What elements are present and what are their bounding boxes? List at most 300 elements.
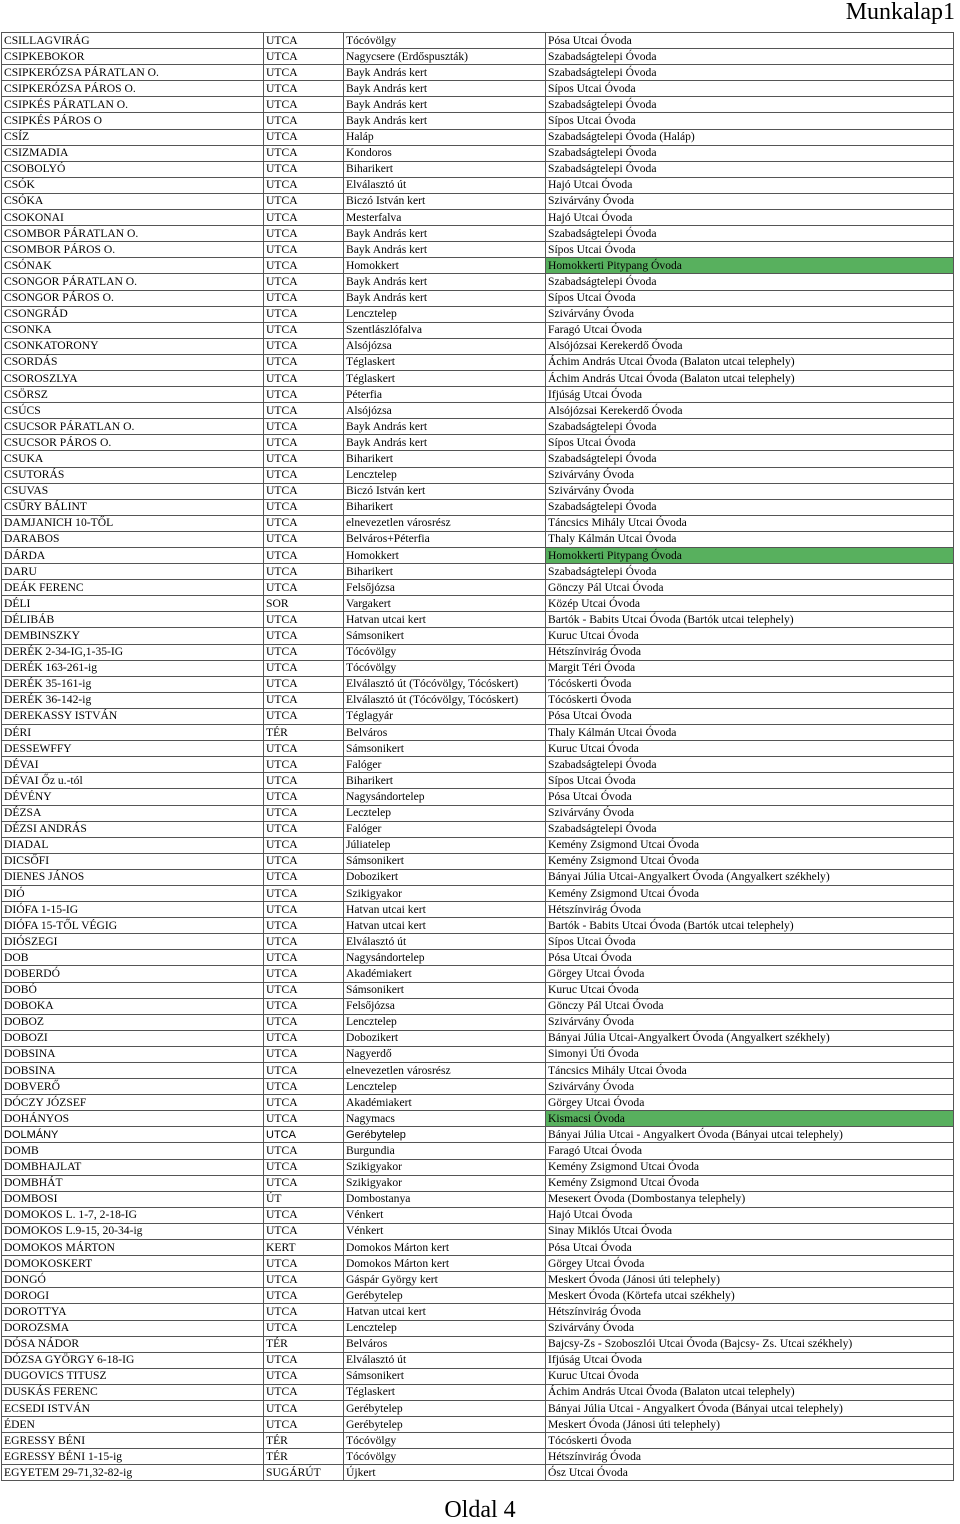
street-type-cell[interactable]: UTCA	[264, 531, 344, 547]
district-cell[interactable]: elnevezetlen városrész	[344, 1063, 546, 1079]
kindergarten-cell[interactable]: Szabadságtelepi Óvoda	[546, 226, 954, 242]
district-cell[interactable]: Bayk András kert	[344, 97, 546, 113]
kindergarten-cell[interactable]: Thaly Kálmán Utcai Óvoda	[546, 531, 954, 547]
district-cell[interactable]: Akadémiakert	[344, 1095, 546, 1111]
district-cell[interactable]: Tócóvölgy	[344, 660, 546, 676]
street-name-cell[interactable]: DOROTTYA	[2, 1304, 264, 1320]
street-name-cell[interactable]: DÓSA NÁDOR	[2, 1336, 264, 1352]
street-type-cell[interactable]: UTCA	[264, 467, 344, 483]
street-type-cell[interactable]: UTCA	[264, 370, 344, 386]
kindergarten-cell[interactable]: Ifjúság Utcai Óvoda	[546, 387, 954, 403]
kindergarten-cell[interactable]: Tócóskerti Óvoda	[546, 1433, 954, 1449]
street-type-cell[interactable]: UTCA	[264, 1417, 344, 1433]
street-name-cell[interactable]: DERÉK 35-161-ig	[2, 676, 264, 692]
kindergarten-cell[interactable]: Kismacsi Óvoda	[546, 1111, 954, 1127]
district-cell[interactable]: Gerébytelep	[344, 1127, 546, 1143]
kindergarten-cell[interactable]: Kemény Zsigmond Utcai Óvoda	[546, 1159, 954, 1175]
street-type-cell[interactable]: UTCA	[264, 1111, 344, 1127]
district-cell[interactable]: Gáspár György kert	[344, 1272, 546, 1288]
street-type-cell[interactable]: UTCA	[264, 1223, 344, 1239]
district-cell[interactable]: Nagysándortelep	[344, 789, 546, 805]
district-cell[interactable]: Belváros	[344, 1336, 546, 1352]
district-cell[interactable]: Bayk András kert	[344, 226, 546, 242]
street-name-cell[interactable]: DONGÓ	[2, 1272, 264, 1288]
district-cell[interactable]: Bayk András kert	[344, 113, 546, 129]
kindergarten-cell[interactable]: Sípos Utcai Óvoda	[546, 113, 954, 129]
district-cell[interactable]: Gerébytelep	[344, 1288, 546, 1304]
kindergarten-cell[interactable]: Kemény Zsigmond Utcai Óvoda	[546, 1175, 954, 1191]
kindergarten-cell[interactable]: Pósa Utcai Óvoda	[546, 789, 954, 805]
kindergarten-cell[interactable]: Hajó Utcai Óvoda	[546, 210, 954, 226]
kindergarten-cell[interactable]: Pósa Utcai Óvoda	[546, 708, 954, 724]
kindergarten-cell[interactable]: Sípos Utcai Óvoda	[546, 242, 954, 258]
district-cell[interactable]: Biharikert	[344, 161, 546, 177]
street-type-cell[interactable]: UTCA	[264, 1063, 344, 1079]
street-type-cell[interactable]: UTCA	[264, 1143, 344, 1159]
district-cell[interactable]: Akadémiakert	[344, 966, 546, 982]
kindergarten-cell[interactable]: Tócóskerti Óvoda	[546, 676, 954, 692]
kindergarten-cell[interactable]: Áchim András Utcai Óvoda (Balaton utcai telephely)	[546, 1384, 954, 1400]
street-type-cell[interactable]: UTCA	[264, 676, 344, 692]
street-type-cell[interactable]: UTCA	[264, 33, 344, 49]
kindergarten-cell[interactable]: Szivárvány Óvoda	[546, 306, 954, 322]
kindergarten-cell[interactable]: Alsójózsai Kerekerdő Óvoda	[546, 338, 954, 354]
street-type-cell[interactable]: UTCA	[264, 1046, 344, 1062]
street-name-cell[interactable]: CSONGOR PÁRATLAN O.	[2, 274, 264, 290]
kindergarten-cell[interactable]: Bajcsy-Zs - Szoboszlói Utcai Óvoda (Bajcsy- Zs. Utcai székhely)	[546, 1336, 954, 1352]
street-type-cell[interactable]: UTCA	[264, 403, 344, 419]
district-cell[interactable]: Péterfia	[344, 387, 546, 403]
kindergarten-cell[interactable]: Szivárvány Óvoda	[546, 1014, 954, 1030]
district-cell[interactable]: Bayk András kert	[344, 290, 546, 306]
district-cell[interactable]: Homokkert	[344, 258, 546, 274]
street-name-cell[interactable]: DEÁK FERENC	[2, 580, 264, 596]
kindergarten-cell[interactable]: Tócóskerti Óvoda	[546, 692, 954, 708]
street-name-cell[interactable]: DUSKÁS FERENC	[2, 1384, 264, 1400]
street-type-cell[interactable]: UTCA	[264, 1272, 344, 1288]
kindergarten-cell[interactable]: Pósa Utcai Óvoda	[546, 1240, 954, 1256]
kindergarten-cell[interactable]: Szabadságtelepi Óvoda	[546, 564, 954, 580]
kindergarten-cell[interactable]: Sípos Utcai Óvoda	[546, 290, 954, 306]
street-name-cell[interactable]: CSIZMADIA	[2, 145, 264, 161]
street-type-cell[interactable]: UTCA	[264, 451, 344, 467]
street-type-cell[interactable]: UTCA	[264, 918, 344, 934]
street-type-cell[interactable]: UTCA	[264, 338, 344, 354]
street-type-cell[interactable]: UTCA	[264, 81, 344, 97]
street-name-cell[interactable]: DOB	[2, 950, 264, 966]
street-type-cell[interactable]: UTCA	[264, 161, 344, 177]
district-cell[interactable]: Bayk András kert	[344, 419, 546, 435]
street-name-cell[interactable]: CSILLAGVIRÁG	[2, 33, 264, 49]
kindergarten-cell[interactable]: Meskert Óvoda (Jánosi úti telephely)	[546, 1417, 954, 1433]
street-type-cell[interactable]: UTCA	[264, 290, 344, 306]
district-cell[interactable]: Hatvan utcai kert	[344, 918, 546, 934]
kindergarten-cell[interactable]: Görgey Utcai Óvoda	[546, 1256, 954, 1272]
kindergarten-cell[interactable]: Görgey Utcai Óvoda	[546, 966, 954, 982]
district-cell[interactable]: Dobozikert	[344, 1030, 546, 1046]
street-name-cell[interactable]: ÉDEN	[2, 1417, 264, 1433]
street-name-cell[interactable]: DÉRI	[2, 725, 264, 741]
street-name-cell[interactable]: CSÍZ	[2, 129, 264, 145]
street-type-cell[interactable]: UTCA	[264, 1352, 344, 1368]
street-name-cell[interactable]: DOBOZI	[2, 1030, 264, 1046]
street-type-cell[interactable]: UTCA	[264, 982, 344, 998]
kindergarten-cell[interactable]: Sípos Utcai Óvoda	[546, 773, 954, 789]
district-cell[interactable]: Téglaskert	[344, 354, 546, 370]
district-cell[interactable]: Biharikert	[344, 499, 546, 515]
street-name-cell[interactable]: DAMJANICH 10-TŐL	[2, 515, 264, 531]
kindergarten-cell[interactable]: Szivárvány Óvoda	[546, 467, 954, 483]
district-cell[interactable]: Burgundia	[344, 1143, 546, 1159]
street-type-cell[interactable]: UTCA	[264, 1175, 344, 1191]
street-type-cell[interactable]: UTCA	[264, 1368, 344, 1384]
street-name-cell[interactable]: DUGOVICS TITUSZ	[2, 1368, 264, 1384]
street-name-cell[interactable]: DOROZSMA	[2, 1320, 264, 1336]
district-cell[interactable]: Hatvan utcai kert	[344, 902, 546, 918]
district-cell[interactable]: Elválasztó út	[344, 934, 546, 950]
kindergarten-cell[interactable]: Szivárvány Óvoda	[546, 1320, 954, 1336]
kindergarten-cell[interactable]: Sípos Utcai Óvoda	[546, 81, 954, 97]
street-name-cell[interactable]: EGRESSY BÉNI	[2, 1433, 264, 1449]
street-type-cell[interactable]: UTCA	[264, 354, 344, 370]
street-name-cell[interactable]: DOMBHAJLAT	[2, 1159, 264, 1175]
street-name-cell[interactable]: DOMBHÁT	[2, 1175, 264, 1191]
district-cell[interactable]: Homokkert	[344, 548, 546, 564]
street-type-cell[interactable]: UTCA	[264, 628, 344, 644]
street-name-cell[interactable]: DOLMÁNY	[2, 1127, 264, 1143]
district-cell[interactable]: Nagymacs	[344, 1111, 546, 1127]
district-cell[interactable]: Gerébytelep	[344, 1400, 546, 1416]
street-name-cell[interactable]: DOBOZ	[2, 1014, 264, 1030]
street-type-cell[interactable]: SOR	[264, 596, 344, 612]
kindergarten-cell[interactable]: Kemény Zsigmond Utcai Óvoda	[546, 837, 954, 853]
kindergarten-cell[interactable]: Szabadságtelepi Óvoda	[546, 451, 954, 467]
street-name-cell[interactable]: CSIPKÉS PÁROS O	[2, 113, 264, 129]
street-type-cell[interactable]: UTCA	[264, 129, 344, 145]
district-cell[interactable]: Bayk András kert	[344, 274, 546, 290]
district-cell[interactable]: elnevezetlen városrész	[344, 515, 546, 531]
street-type-cell[interactable]: UTCA	[264, 1207, 344, 1223]
street-name-cell[interactable]: DARU	[2, 564, 264, 580]
kindergarten-cell[interactable]: Ifjúság Utcai Óvoda	[546, 1352, 954, 1368]
street-type-cell[interactable]: UTCA	[264, 274, 344, 290]
street-type-cell[interactable]: UTCA	[264, 885, 344, 901]
street-type-cell[interactable]: UTCA	[264, 580, 344, 596]
street-name-cell[interactable]: CSÓK	[2, 177, 264, 193]
district-cell[interactable]: Tócóvölgy	[344, 644, 546, 660]
street-type-cell[interactable]: UTCA	[264, 789, 344, 805]
street-name-cell[interactable]: DOBSINA	[2, 1063, 264, 1079]
kindergarten-cell[interactable]: Pósa Utcai Óvoda	[546, 33, 954, 49]
street-type-cell[interactable]: UTCA	[264, 1095, 344, 1111]
street-type-cell[interactable]: UTCA	[264, 612, 344, 628]
district-cell[interactable]: Elválasztó út (Tócóvölgy, Tócóskert)	[344, 676, 546, 692]
street-name-cell[interactable]: DÉVAI	[2, 757, 264, 773]
kindergarten-cell[interactable]: Szivárvány Óvoda	[546, 1079, 954, 1095]
district-cell[interactable]: Lecztelep	[344, 805, 546, 821]
kindergarten-cell[interactable]: Gönczy Pál Utcai Óvoda	[546, 580, 954, 596]
street-type-cell[interactable]: UTCA	[264, 1256, 344, 1272]
district-cell[interactable]: Szikigyakor	[344, 885, 546, 901]
district-cell[interactable]: Nagycsere (Erdőspuszták)	[344, 49, 546, 65]
street-type-cell[interactable]: UTCA	[264, 113, 344, 129]
district-cell[interactable]: Dobozikert	[344, 869, 546, 885]
street-type-cell[interactable]: UTCA	[264, 65, 344, 81]
street-name-cell[interactable]: CSIPKERÓZSA PÁROS O.	[2, 81, 264, 97]
district-cell[interactable]: Biharikert	[344, 451, 546, 467]
street-type-cell[interactable]: UTCA	[264, 1159, 344, 1175]
street-type-cell[interactable]: UTCA	[264, 435, 344, 451]
street-type-cell[interactable]: UTCA	[264, 902, 344, 918]
street-name-cell[interactable]: DIÓFA 1-15-IG	[2, 902, 264, 918]
street-name-cell[interactable]: DIADAL	[2, 837, 264, 853]
district-cell[interactable]: Szikigyakor	[344, 1175, 546, 1191]
street-name-cell[interactable]: DIÓSZEGI	[2, 934, 264, 950]
district-cell[interactable]: Hatvan utcai kert	[344, 1304, 546, 1320]
district-cell[interactable]: Tócóvölgy	[344, 1449, 546, 1465]
street-name-cell[interactable]: CSUKA	[2, 451, 264, 467]
street-type-cell[interactable]: UTCA	[264, 1127, 344, 1143]
district-cell[interactable]: Belváros+Péterfia	[344, 531, 546, 547]
kindergarten-cell[interactable]: Hajó Utcai Óvoda	[546, 177, 954, 193]
kindergarten-cell[interactable]: Szabadságtelepi Óvoda	[546, 65, 954, 81]
district-cell[interactable]: Lencztelep	[344, 1320, 546, 1336]
district-cell[interactable]: Domokos Márton kert	[344, 1256, 546, 1272]
district-cell[interactable]: Biczó István kert	[344, 193, 546, 209]
district-cell[interactable]: Bayk András kert	[344, 242, 546, 258]
district-cell[interactable]: Sámsonikert	[344, 853, 546, 869]
district-cell[interactable]: Felsőjózsa	[344, 998, 546, 1014]
street-name-cell[interactable]: DÉZSI ANDRÁS	[2, 821, 264, 837]
street-type-cell[interactable]: UTCA	[264, 966, 344, 982]
street-name-cell[interactable]: DERÉK 36-142-ig	[2, 692, 264, 708]
street-name-cell[interactable]: CSOMBOR PÁRATLAN O.	[2, 226, 264, 242]
street-type-cell[interactable]: TÉR	[264, 1449, 344, 1465]
street-type-cell[interactable]: UTCA	[264, 934, 344, 950]
kindergarten-cell[interactable]: Ósz Utcai Óvoda	[546, 1465, 954, 1481]
district-cell[interactable]: Bayk András kert	[344, 81, 546, 97]
district-cell[interactable]: Téglagyár	[344, 708, 546, 724]
kindergarten-cell[interactable]: Sípos Utcai Óvoda	[546, 435, 954, 451]
kindergarten-cell[interactable]: Margit Téri Óvoda	[546, 660, 954, 676]
street-name-cell[interactable]: DERÉK 2-34-IG,1-35-IG	[2, 644, 264, 660]
street-type-cell[interactable]: UTCA	[264, 177, 344, 193]
street-type-cell[interactable]: UTCA	[264, 515, 344, 531]
street-type-cell[interactable]: UTCA	[264, 419, 344, 435]
street-name-cell[interactable]: DARABOS	[2, 531, 264, 547]
street-name-cell[interactable]: DIENES JÁNOS	[2, 869, 264, 885]
street-name-cell[interactable]: CSÓKA	[2, 193, 264, 209]
kindergarten-cell[interactable]: Bányai Júlia Utcai-Angyalkert Óvoda (Angyalkert székhely)	[546, 869, 954, 885]
kindergarten-cell[interactable]: Áchim András Utcai Óvoda (Balaton utcai telephely)	[546, 370, 954, 386]
street-name-cell[interactable]: DOMB	[2, 1143, 264, 1159]
street-type-cell[interactable]: UTCA	[264, 1030, 344, 1046]
street-name-cell[interactable]: CSONGOR PÁROS O.	[2, 290, 264, 306]
kindergarten-cell[interactable]: Kuruc Utcai Óvoda	[546, 982, 954, 998]
kindergarten-cell[interactable]: Thaly Kálmán Utcai Óvoda	[546, 725, 954, 741]
kindergarten-cell[interactable]: Meseкert Óvoda (Dombostanya telephely)	[546, 1191, 954, 1207]
street-type-cell[interactable]: UTCA	[264, 1288, 344, 1304]
district-cell[interactable]: Domokos Márton kert	[344, 1240, 546, 1256]
street-name-cell[interactable]: CSORDÁS	[2, 354, 264, 370]
street-name-cell[interactable]: CSÚCS	[2, 403, 264, 419]
kindergarten-cell[interactable]: Szabadságtelepi Óvoda	[546, 821, 954, 837]
district-cell[interactable]: Alsójózsa	[344, 403, 546, 419]
district-cell[interactable]: Bayk András kert	[344, 65, 546, 81]
district-cell[interactable]: Lencztelep	[344, 1014, 546, 1030]
kindergarten-cell[interactable]: Sípos Utcai Óvoda	[546, 934, 954, 950]
street-name-cell[interactable]: ECSEDI ISTVÁN	[2, 1400, 264, 1416]
kindergarten-cell[interactable]: Kuruc Utcai Óvoda	[546, 1368, 954, 1384]
kindergarten-cell[interactable]: Homokkerti Pitypang Óvoda	[546, 548, 954, 564]
street-name-cell[interactable]: DOBVERŐ	[2, 1079, 264, 1095]
street-type-cell[interactable]: UTCA	[264, 1400, 344, 1416]
street-type-cell[interactable]: UTCA	[264, 306, 344, 322]
district-cell[interactable]: Sámsonikert	[344, 628, 546, 644]
street-type-cell[interactable]: TÉR	[264, 1433, 344, 1449]
street-type-cell[interactable]: UTCA	[264, 49, 344, 65]
street-type-cell[interactable]: UTCA	[264, 193, 344, 209]
street-name-cell[interactable]: CSŰRY BÁLINT	[2, 499, 264, 515]
kindergarten-cell[interactable]: Görgey Utcai Óvoda	[546, 1095, 954, 1111]
kindergarten-cell[interactable]: Faragó Utcai Óvoda	[546, 322, 954, 338]
kindergarten-cell[interactable]: Szabadságtelepi Óvoda	[546, 97, 954, 113]
district-cell[interactable]: Falóger	[344, 821, 546, 837]
kindergarten-cell[interactable]: Szabadságtelepi Óvoda	[546, 499, 954, 515]
kindergarten-cell[interactable]: Szabadságtelepi Óvoda	[546, 757, 954, 773]
street-name-cell[interactable]: DOHÁNYOS	[2, 1111, 264, 1127]
street-type-cell[interactable]: UTCA	[264, 950, 344, 966]
street-name-cell[interactable]: DÁRDA	[2, 548, 264, 564]
district-cell[interactable]: Elválasztó út	[344, 177, 546, 193]
street-type-cell[interactable]: UTCA	[264, 821, 344, 837]
district-cell[interactable]: Kondoros	[344, 145, 546, 161]
district-cell[interactable]: Dombostanya	[344, 1191, 546, 1207]
district-cell[interactable]: Alsójózsa	[344, 338, 546, 354]
street-name-cell[interactable]: CSONKATORONY	[2, 338, 264, 354]
street-type-cell[interactable]: UTCA	[264, 564, 344, 580]
street-name-cell[interactable]: DOMOKOSKERT	[2, 1256, 264, 1272]
street-name-cell[interactable]: DOBERDÓ	[2, 966, 264, 982]
street-type-cell[interactable]: UTCA	[264, 1320, 344, 1336]
kindergarten-cell[interactable]: Szivárvány Óvoda	[546, 805, 954, 821]
street-name-cell[interactable]: DOBSINA	[2, 1046, 264, 1062]
street-name-cell[interactable]: DOMOKOS L.9-15, 20-34-ig	[2, 1223, 264, 1239]
street-type-cell[interactable]: UTCA	[264, 1079, 344, 1095]
kindergarten-cell[interactable]: Kemény Zsigmond Utcai Óvoda	[546, 885, 954, 901]
street-type-cell[interactable]: UTCA	[264, 757, 344, 773]
street-type-cell[interactable]: UTCA	[264, 97, 344, 113]
street-name-cell[interactable]: DÉLIBÁB	[2, 612, 264, 628]
district-cell[interactable]: Lencztelep	[344, 467, 546, 483]
street-type-cell[interactable]: UTCA	[264, 692, 344, 708]
street-name-cell[interactable]: DOBOKA	[2, 998, 264, 1014]
district-cell[interactable]: Nagysándortelep	[344, 950, 546, 966]
street-type-cell[interactable]: UTCA	[264, 805, 344, 821]
kindergarten-cell[interactable]: Kuruc Utcai Óvoda	[546, 741, 954, 757]
street-type-cell[interactable]: ÚT	[264, 1191, 344, 1207]
kindergarten-cell[interactable]: Szabadságtelepi Óvoda	[546, 274, 954, 290]
street-type-cell[interactable]: UTCA	[264, 258, 344, 274]
kindergarten-cell[interactable]: Bartók - Babits Utcai Óvoda (Bartók utcai telephely)	[546, 918, 954, 934]
street-type-cell[interactable]: TÉR	[264, 725, 344, 741]
street-type-cell[interactable]: UTCA	[264, 322, 344, 338]
street-name-cell[interactable]: CSIPKÉS PÁRATLAN O.	[2, 97, 264, 113]
street-name-cell[interactable]: EGRESSY BÉNI 1-15-ig	[2, 1449, 264, 1465]
kindergarten-cell[interactable]: Szabadságtelepi Óvoda	[546, 419, 954, 435]
kindergarten-cell[interactable]: Szivárvány Óvoda	[546, 483, 954, 499]
street-type-cell[interactable]: UTCA	[264, 548, 344, 564]
street-type-cell[interactable]: UTCA	[264, 869, 344, 885]
kindergarten-cell[interactable]: Közép Utcai Óvoda	[546, 596, 954, 612]
street-name-cell[interactable]: DESSEWFFY	[2, 741, 264, 757]
street-type-cell[interactable]: UTCA	[264, 741, 344, 757]
street-type-cell[interactable]: UTCA	[264, 226, 344, 242]
district-cell[interactable]: Biharikert	[344, 564, 546, 580]
kindergarten-cell[interactable]: Szabadságtelepi Óvoda	[546, 49, 954, 65]
district-cell[interactable]: Vargakert	[344, 596, 546, 612]
district-cell[interactable]: Gerébytelep	[344, 1417, 546, 1433]
street-name-cell[interactable]: CSIPKEBOKOR	[2, 49, 264, 65]
street-name-cell[interactable]: CSOMBOR PÁROS O.	[2, 242, 264, 258]
kindergarten-cell[interactable]: Kemény Zsigmond Utcai Óvoda	[546, 853, 954, 869]
street-type-cell[interactable]: UTCA	[264, 145, 344, 161]
district-cell[interactable]: Biharikert	[344, 773, 546, 789]
street-name-cell[interactable]: DÓZSA GYÖRGY 6-18-IG	[2, 1352, 264, 1368]
kindergarten-cell[interactable]: Kuruc Utcai Óvoda	[546, 628, 954, 644]
kindergarten-cell[interactable]: Hajó Utcai Óvoda	[546, 1207, 954, 1223]
street-name-cell[interactable]: CSUTORÁS	[2, 467, 264, 483]
district-cell[interactable]: Elválasztó út	[344, 1352, 546, 1368]
street-type-cell[interactable]: UTCA	[264, 210, 344, 226]
street-name-cell[interactable]: CSÓNAK	[2, 258, 264, 274]
street-name-cell[interactable]: CSUCSOR PÁROS O.	[2, 435, 264, 451]
district-cell[interactable]: Falóger	[344, 757, 546, 773]
kindergarten-cell[interactable]: Homokkerti Pitypang Óvoda	[546, 258, 954, 274]
district-cell[interactable]: Elválasztó út (Tócóvölgy, Tócóskert)	[344, 692, 546, 708]
district-cell[interactable]: Téglaskert	[344, 370, 546, 386]
street-type-cell[interactable]: UTCA	[264, 242, 344, 258]
kindergarten-cell[interactable]: Alsójózsai Kerekerdő Óvoda	[546, 403, 954, 419]
district-cell[interactable]: Szentlászlófalva	[344, 322, 546, 338]
kindergarten-cell[interactable]: Táncsics Mihály Utcai Óvoda	[546, 515, 954, 531]
street-type-cell[interactable]: SUGÁRÚT	[264, 1465, 344, 1481]
street-name-cell[interactable]: DEMBINSZKY	[2, 628, 264, 644]
kindergarten-cell[interactable]: Bányai Júlia Utcai - Angyalkert Óvoda (Bányai utcai telephely)	[546, 1400, 954, 1416]
kindergarten-cell[interactable]: Meskert Óvoda (Körtefa utcai székhely)	[546, 1288, 954, 1304]
kindergarten-cell[interactable]: Táncsics Mihály Utcai Óvoda	[546, 1063, 954, 1079]
street-name-cell[interactable]: CSIPKERÓZSA PÁRATLAN O.	[2, 65, 264, 81]
district-cell[interactable]: Lencztelep	[344, 1079, 546, 1095]
kindergarten-cell[interactable]: Sinay Miklós Utcai Óvoda	[546, 1223, 954, 1239]
district-cell[interactable]: Belváros	[344, 725, 546, 741]
street-name-cell[interactable]: DOMOKOS L. 1-7, 2-18-IG	[2, 1207, 264, 1223]
street-name-cell[interactable]: DIÓFA 15-TŐL VÉGIG	[2, 918, 264, 934]
kindergarten-cell[interactable]: Hétszínvirág Óvoda	[546, 902, 954, 918]
district-cell[interactable]: Hatvan utcai kert	[344, 612, 546, 628]
street-name-cell[interactable]: EGYETEM 29-71,32-82-ig	[2, 1465, 264, 1481]
street-type-cell[interactable]: UTCA	[264, 644, 344, 660]
district-cell[interactable]: Vénkert	[344, 1223, 546, 1239]
street-name-cell[interactable]: DÉLI	[2, 596, 264, 612]
street-name-cell[interactable]: DOMOKOS MÁRTON	[2, 1240, 264, 1256]
kindergarten-cell[interactable]: Hétszínvirág Óvoda	[546, 1304, 954, 1320]
street-name-cell[interactable]: DÉVÉNY	[2, 789, 264, 805]
street-name-cell[interactable]: DEREKASSY ISTVÁN	[2, 708, 264, 724]
street-name-cell[interactable]: CSOBOLYÓ	[2, 161, 264, 177]
kindergarten-cell[interactable]: Áchim András Utcai Óvoda (Balaton utcai telephely)	[546, 354, 954, 370]
district-cell[interactable]: Téglaskert	[344, 1384, 546, 1400]
